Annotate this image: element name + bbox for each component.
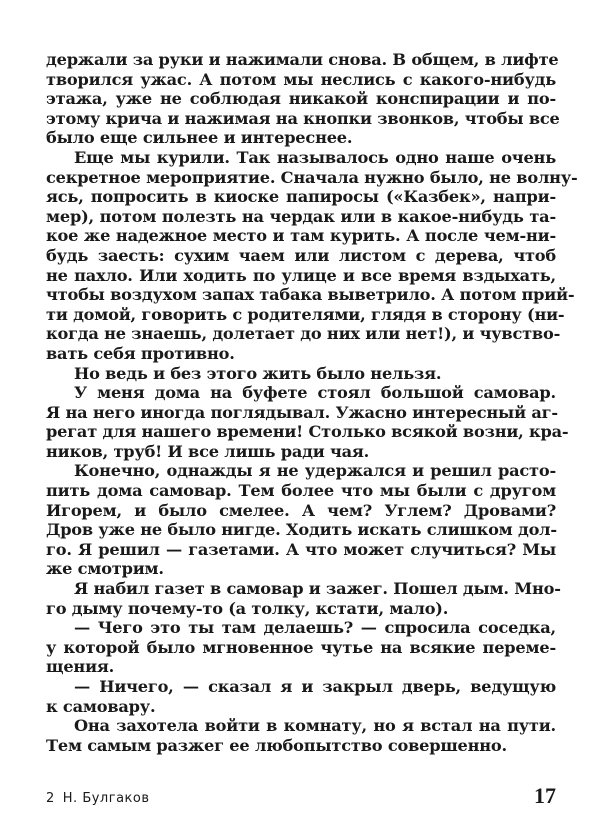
text-line: Конечно, однажды я не удержался и решил расто-: [74, 461, 556, 481]
text-line: Дров уже не было нигде. Ходить искать слишком дол-: [46, 520, 557, 540]
text-line: пить дома самовар. Тем более что мы были с другом: [46, 481, 556, 501]
text-line: этажа, уже не соблюдая никакой конспирации и по-: [46, 89, 556, 109]
text-line: го дыму почему-то (а толку, кстати, мало).: [46, 598, 449, 618]
text-line: кое же надежное место и там курить. А после чем-ни-: [46, 226, 556, 246]
text-line: Игорем, и было смелее. А чем? Углем? Дровами?: [46, 500, 556, 520]
text-line: у которой было мгновенное чутье на всякие переме-: [46, 637, 556, 657]
text-line: было еще сильнее и интереснее.: [46, 128, 353, 148]
text-line: го. Я решил — газетами. А что может случиться? Мы: [46, 539, 556, 559]
text-line: этому крича и нажимая на кнопки звонков, чтобы все: [46, 108, 560, 128]
footer-signature: [46, 791, 158, 806]
paragraph: [46, 383, 569, 461]
paragraph: [46, 677, 556, 716]
signature-mark: 2: [46, 791, 55, 806]
text-line: вать себя противно.: [46, 343, 235, 363]
page-number: 17: [534, 783, 556, 808]
paragraph: [46, 50, 560, 148]
paragraph: [46, 461, 556, 579]
text-line: держали за руки и нажимали снова. В общем, в лифте: [46, 50, 559, 69]
paragraph: [46, 364, 556, 384]
text-line: будь заесть: сухим чаем или листом с дерева, чтоб: [46, 245, 556, 265]
text-line: не пахло. Или ходить по улице и все время вздыхать,: [46, 265, 556, 285]
page-body: [46, 50, 578, 755]
text-line: регат для нашего времени! Столько всякой возни, кра-: [46, 422, 569, 442]
text-line: к самовару.: [46, 696, 156, 716]
text-line: Она захотела войти в комнату, но я встал на пути.: [74, 716, 556, 736]
text-line: чтобы воздухом запах табака выветрило. А потом прий-: [46, 285, 575, 305]
text-line: — Ничего, — сказал я и закрыл дверь, ведущую: [74, 677, 556, 696]
text-line: же смотрим.: [46, 559, 164, 579]
text-line: Но ведь и без этого жить было нельзя.: [74, 363, 442, 383]
paragraph: [46, 618, 556, 677]
text-line: щения.: [46, 657, 115, 677]
text-line: ников, труб! И все лишь ради чая.: [46, 441, 370, 461]
paragraph: [46, 716, 556, 755]
text-line: Я набил газет в самовар и зажег. Пошел дым. Мно-: [74, 579, 561, 599]
paragraph: [46, 579, 561, 618]
author-name: Н. Булгаков: [62, 791, 150, 806]
text-line: когда не знаешь, долетает до них или нет!), и чувство-: [46, 324, 561, 344]
text-line: — Чего это ты там делаешь? — спросила соседка,: [74, 618, 556, 638]
text-line: ти домой, говорить с родителями, глядя в сторону (ни-: [46, 304, 565, 324]
text-line: Я на него иногда поглядывал. Ужасно интересный аг-: [46, 402, 558, 422]
text-line: творился ужас. А потом мы неслись с какого-нибудь: [46, 69, 556, 89]
text-line: Еще мы курили. Так называлось одно наше очень: [74, 147, 556, 167]
text-line: мер), потом полезть на чердак или в какое-нибудь та-: [46, 206, 556, 226]
paragraph: [46, 147, 578, 364]
text-line: секретное мероприятие. Сначала нужно было, не волну-: [46, 167, 578, 187]
text-line: У меня дома на буфете стоял большой самовар.: [74, 383, 556, 403]
text-line: ясь, попросить в киоске папиросы («Казбек», напри-: [46, 187, 556, 207]
text-line: Тем самым разжег ее любопытство совершенно.: [46, 735, 507, 755]
